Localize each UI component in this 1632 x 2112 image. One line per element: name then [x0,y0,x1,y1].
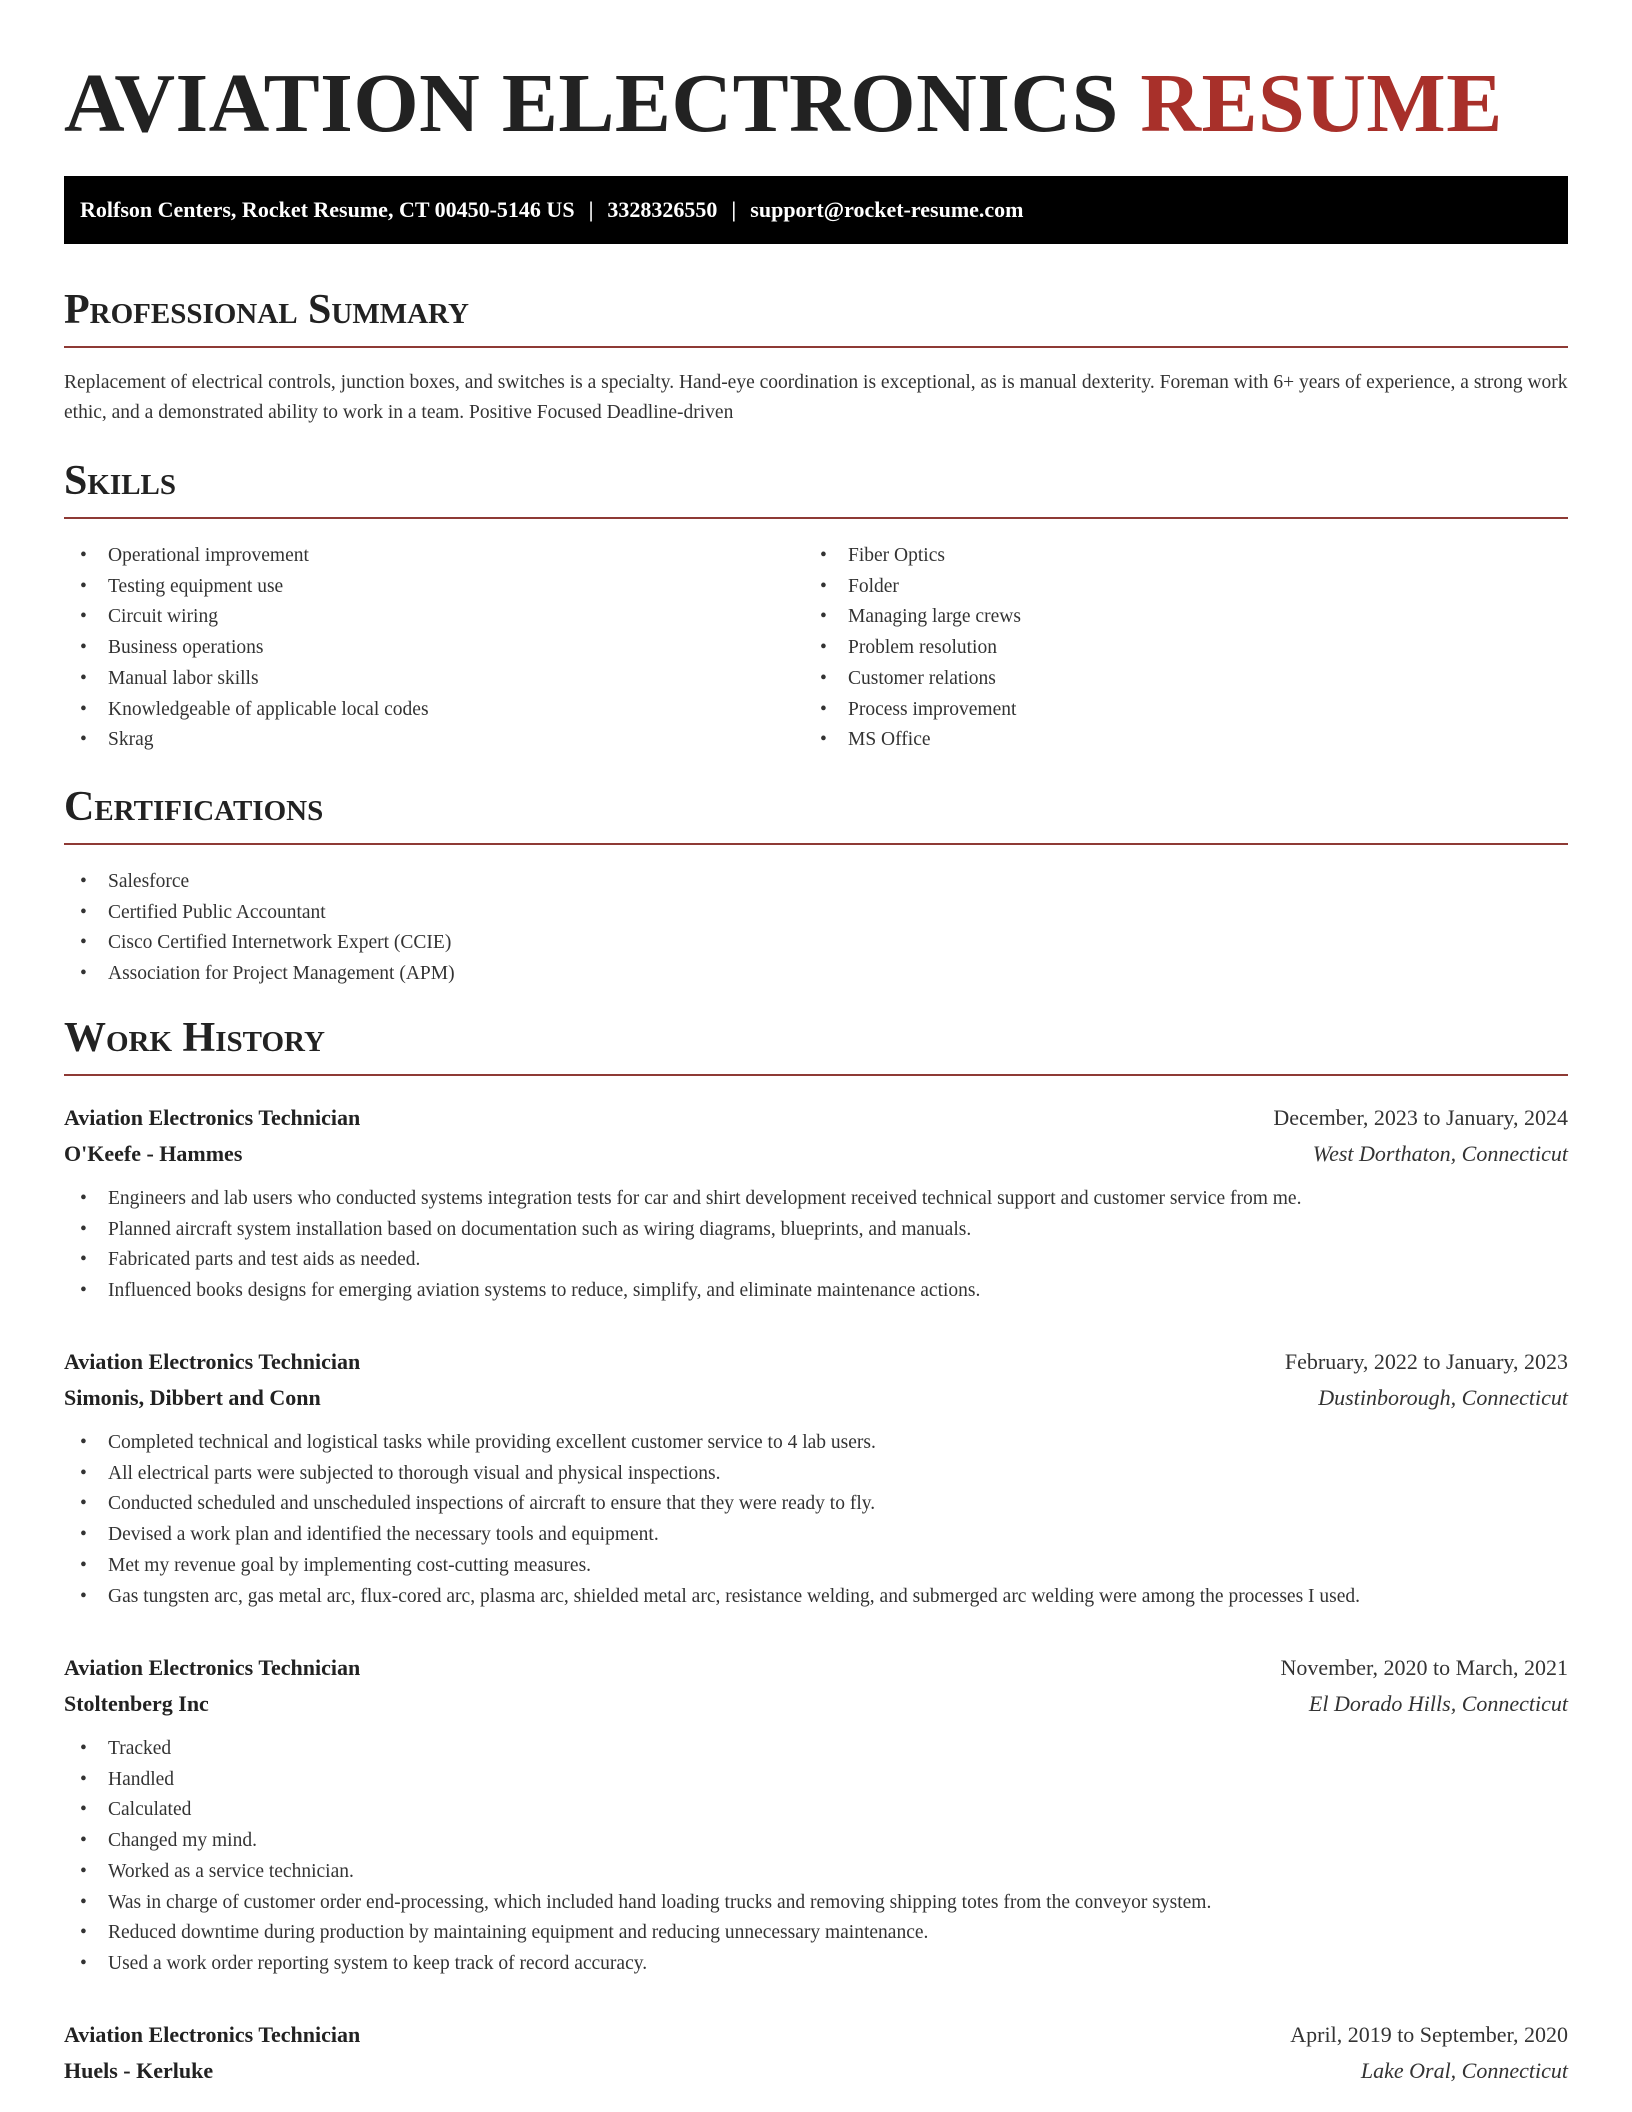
job-dates: April, 2019 to September, 2020 [1290,2022,1568,2047]
summary-heading: Professional Summary [64,286,1568,348]
skills-list-right [804,541,1504,756]
job-location: Dustinborough, Connecticut [1318,1385,1568,1410]
job-dates: February, 2022 to January, 2023 [1284,1349,1568,1374]
contact-separator: | [588,197,594,222]
list-item: • Fabricated parts and test aids as needed. [64,1245,1568,1276]
list-item: • MS Office [804,725,1504,756]
list-item: • Tracked [64,1734,1568,1765]
job-bullets [64,1428,1568,1612]
list-item: • Circuit wiring [64,602,764,633]
skills-list-left [64,541,764,756]
contact-address: Rolfson Centers, Rocket Resume, CT 00450-5146 US [80,197,575,222]
certifications-heading: Certifications [64,783,1568,845]
job-location: El Dorado Hills, Connecticut [1308,1691,1568,1716]
list-item: • Fiber Optics [804,541,1504,572]
skills-column-left [64,541,764,756]
contact-separator: | [731,197,737,222]
work-history-heading: Work History [64,1014,1568,1076]
list-item: • Association for Project Management (APM) [64,959,1568,990]
job-title: Aviation Electronics Technician [64,1655,361,1680]
job-dates: November, 2020 to March, 2021 [1280,1655,1568,1680]
contact-bar [64,176,1568,244]
list-item: • All electrical parts were subjected to thorough visual and physical inspections. [64,1459,1568,1490]
list-item: • Salesforce [64,867,1568,898]
list-item: • Knowledgeable of applicable local codes [64,695,764,726]
list-item: • Customer relations [804,664,1504,695]
job-location: West Dorthaton, Connecticut [1312,1141,1568,1166]
list-item: • Changed my mind. [64,1826,1568,1857]
list-item: • Cisco Certified Internetwork Expert (CCIE) [64,928,1568,959]
list-item: • Managing large crews [804,602,1504,633]
job-title: Aviation Electronics Technician [64,1105,361,1130]
job-entry [64,2017,1568,2089]
list-item: • Gas tungsten arc, gas metal arc, flux-cored arc, plasma arc, shielded metal arc, resistance welding, and submerged arc welding were among the processes I used. [64,1582,1568,1613]
job-location: Lake Oral, Connecticut [1360,2058,1568,2083]
job-company: Huels - Kerluke [64,2058,214,2083]
certifications-list [64,867,1568,990]
list-item: • Reduced downtime during production by maintaining equipment and reducing unnecessary maintenance. [64,1918,1568,1949]
certifications-block [64,867,1568,990]
list-item: • Certified Public Accountant [64,898,1568,929]
job-title: Aviation Electronics Technician [64,1349,361,1374]
list-item: • Manual labor skills [64,664,764,695]
job-title: Aviation Electronics Technician [64,2022,361,2047]
list-item: • Folder [804,572,1504,603]
job-dates: December, 2023 to January, 2024 [1273,1105,1568,1130]
list-item: • Worked as a service technician. [64,1857,1568,1888]
skills-column-right [804,541,1504,756]
list-item: • Completed technical and logistical tasks while providing excellent customer service to 4 lab users. [64,1428,1568,1459]
list-item: • Planned aircraft system installation based on documentation such as wiring diagrams, blueprints, and manuals. [64,1215,1568,1246]
list-item: • Met my revenue goal by implementing cost-cutting measures. [64,1551,1568,1582]
list-item: • Was in charge of customer order end-processing, which included hand loading trucks and removing shipping totes from the conveyor system. [64,1888,1568,1919]
list-item: • Used a work order reporting system to keep track of record accuracy. [64,1949,1568,1980]
job-company: Stoltenberg Inc [64,1691,209,1716]
resume-title [64,56,1503,152]
list-item: • Operational improvement [64,541,764,572]
job-company: Simonis, Dibbert and Conn [64,1385,321,1410]
job-entry [64,1344,1568,1612]
list-item: • Engineers and lab users who conducted systems integration tests for car and shirt development received technical support and customer service from me. [64,1184,1568,1215]
list-item: • Calculated [64,1795,1568,1826]
contact-email[interactable]: support@rocket-resume.com [750,197,1024,222]
title-accent: RESUME [1140,57,1503,150]
list-item: • Handled [64,1765,1568,1796]
list-item: • Business operations [64,633,764,664]
list-item: • Skrag [64,725,764,756]
job-bullets [64,1184,1568,1307]
contact-phone: 3328326550 [607,197,718,222]
job-bullets [64,1734,1568,1980]
list-item: • Problem resolution [804,633,1504,664]
job-company: O'Keefe - Hammes [64,1141,243,1166]
list-item: • Conducted scheduled and unscheduled inspections of aircraft to ensure that they were ready to fly. [64,1489,1568,1520]
title-main: AVIATION ELECTRONICS [64,57,1119,150]
skills-heading: Skills [64,457,1568,519]
summary-text: Replacement of electrical controls, junction boxes, and switches is a specialty. Hand-eye coordination is exceptional, as is manual dexterity. Foreman with 6+ years of experience, a strong work ethic, and a demonstrated ability to work in a team. Positive Focused Deadline-driven [64,372,1568,423]
list-item: • Devised a work plan and identified the necessary tools and equipment. [64,1520,1568,1551]
list-item: • Influenced books designs for emerging aviation systems to reduce, simplify, and eliminate maintenance actions. [64,1276,1568,1307]
job-entry [64,1650,1568,1980]
list-item: • Testing equipment use [64,572,764,603]
job-entry [64,1100,1568,1307]
list-item: • Process improvement [804,695,1504,726]
